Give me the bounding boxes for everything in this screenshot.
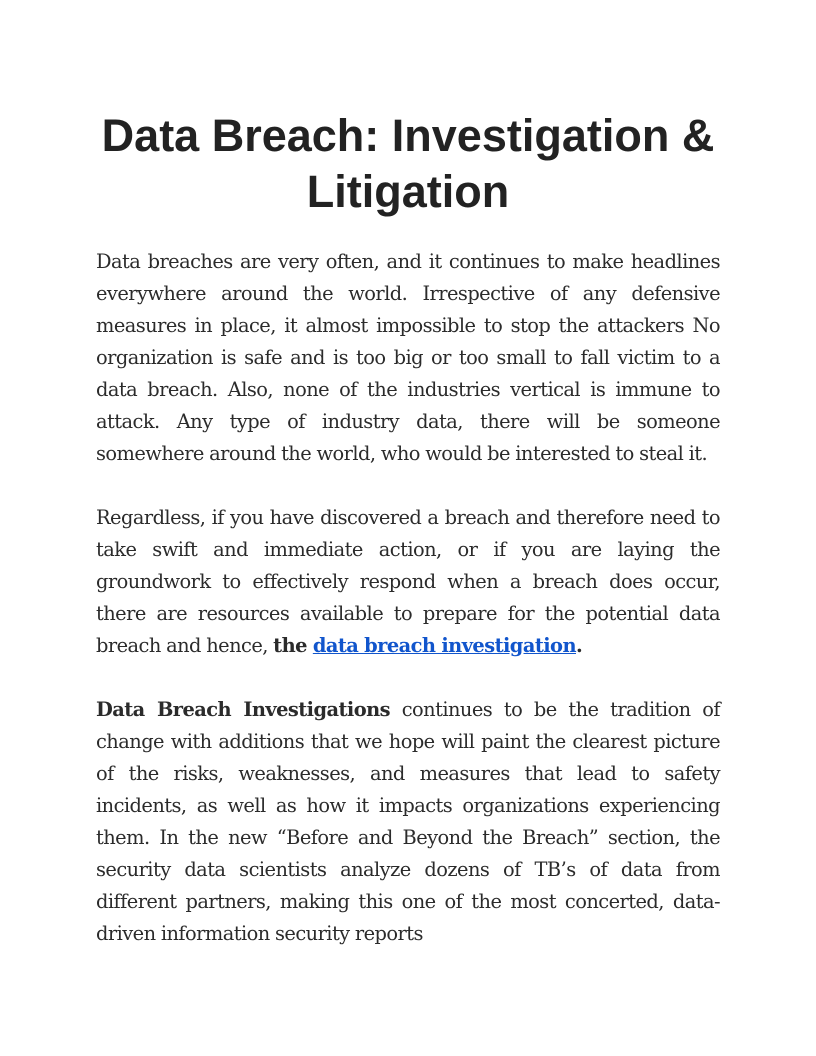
bold-suffix: . [576, 634, 583, 657]
bold-prefix: the [273, 634, 313, 657]
paragraph-intro: Data breaches are very often, and it continues to make headlines everywhere around the world. Irrespective of any defensive measures in place, it almost impossible to stop the attackers No organization is safe and is too big or too small to fall victim to a data breach. Also, none of the industries vertical is immune to attack. Any type of industry data, there will be someone somewhere around the world, who would be interested to steal it. [96, 250, 720, 465]
bold-lead: Data Breach Investigations [96, 698, 391, 721]
paragraph-investigations [96, 694, 720, 950]
page-title: Data Breach: Investigation & Litigation [101, 110, 715, 217]
paragraph-regardless [96, 502, 720, 662]
data-breach-investigation-link[interactable]: data breach investigation [312, 634, 576, 657]
paragraph-regardless-text: Regardless, if you have discovered a breach and therefore need to take swift and immediate action, or if you are laying the groundwork to effectively respond when a breach does occur, there are resources available to prepare for the potential data breach and hence, [96, 506, 720, 657]
paragraph-investigations-text: continues to be the tradition of change with additions that we hope will paint the clearest picture of the risks, weaknesses, and measures that lead to safety incidents, as well as how it impacts organizations experiencing them. In the new “Before and Beyond the Breach” section, the security data scientists analyze dozens of TB’s of data from different partners, making this one of the most concerted, data-driven information security reports [96, 698, 720, 945]
